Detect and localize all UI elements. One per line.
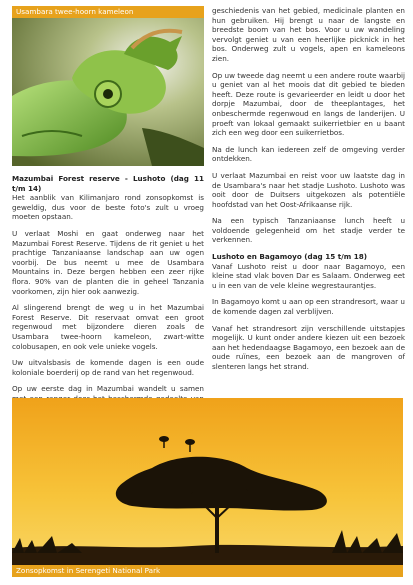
paragraph: Uw uitvalsbasis de komende dagen is een oude koloniale boerderij op de rand van het regenwoud.: [12, 358, 204, 377]
photo-caption: Usambara twee-hoorn kameleon: [12, 6, 204, 18]
sunset-photo: [12, 398, 403, 577]
chameleon-photo: [12, 6, 204, 166]
paragraph: Vanaf Lushoto reist u door naar Bagamoyo, een kleine stad vlak boven Dar es Salaam. Onderweg eet u in een van de vele kleine wegrestaurantjes.: [212, 261, 405, 290]
left-text: [12, 174, 204, 413]
paragraph: Op uw eerste dag in Mazumbai wandelt u samen: [12, 384, 204, 394]
paragraph: Vanaf het strandresort zijn verschillende uitstapjes mogelijk. U kunt onder andere kiezen uit een bezoek aan het hedendaagse Bagamoyo, een bezoek aan de oude ruïnes, een bezoek aan de mangroven of slenteren langs het strand.: [212, 323, 405, 371]
article-top: [12, 6, 407, 396]
paragraph: Al slingerend brengt de weg u in het Mazumbai Forest Reserve. Dit reservaat omvat een groot regenwoud met bijzondere dieren zoals de Usambara twee-hoorn kameleon, zwart-witte colobusapen, en ook vele unieke vogels.: [12, 303, 204, 351]
paragraph: Na een typisch Tanzaniaanse lunch heeft u voldoende gelegenheid om het stadje verder te verkennen.: [212, 216, 405, 245]
paragraph: Op uw tweede dag neemt u een andere route waarbij u geniet van al het moois dat dit gebied te bieden heeft. Deze route is gevarieerder en leidt u door het dorpje Mazumbai, door de theeplantages, het onbeschermde regenwoud en langs de landerijen. U proeft van lokaal gemaakt suikerrietbier en u baant zich een weg door een suikerrietbos.: [212, 70, 405, 138]
paragraph: U verlaat Mazumbai en reist voor uw laatste dag in de Usambara's naar het stadje Lushoto. Lushoto was ooit door de Duitsers uitgekozen als potentiële hoofdstad van het Oost-Afrikaanse rijk.: [212, 170, 405, 209]
left-column: [12, 6, 204, 420]
paragraph: Het aanblik van Kilimanjaro rond zonsopkomst is geweldig, dus voor de beste foto's zult u vroeg moeten opstaan.: [12, 193, 204, 222]
right-column: [212, 6, 405, 379]
paragraph: In Bagamoyo komt u aan op een strandresort, waar u de komende dagen zal verblijven.: [212, 297, 405, 317]
paragraph: geschiedenis van het gebied, medicinale planten en hun gebruiken. Hij brengt u naar de langste en breedste boom van het bos. Voor u uw wandeling vervolgt geniet u van een heerlijke picknick in het bos. Onderweg zult u vogels, apen en kameleons zien.: [212, 6, 405, 63]
photo-caption: Zonsopkomst in Serengeti National Park: [12, 565, 403, 577]
paragraph: U verlaat Moshi en gaat onderweg naar het Mazumbai Forest Reserve. Tijdens de rit geniet u het prachtige Tanzaniaanse landschap aan uw ogen voorbij. De bus neemt u mee de Usambara Mountains in. Deze bergen hebben een zeer rijke flora. 90% van de planten die in geheel Tanzania voorkomen, zijn hier ook aanwezig.: [12, 228, 204, 296]
sunset-image: [12, 398, 403, 577]
section-heading: Mazumbai Forest reserve - Lushoto (dag 11 t/m 14): [12, 174, 204, 193]
section-heading: Lushoto en Bagamoyo (dag 15 t/m 18): [212, 252, 368, 262]
paragraph: Na de lunch kan iedereen zelf de omgeving verder ontdekken.: [212, 144, 405, 164]
